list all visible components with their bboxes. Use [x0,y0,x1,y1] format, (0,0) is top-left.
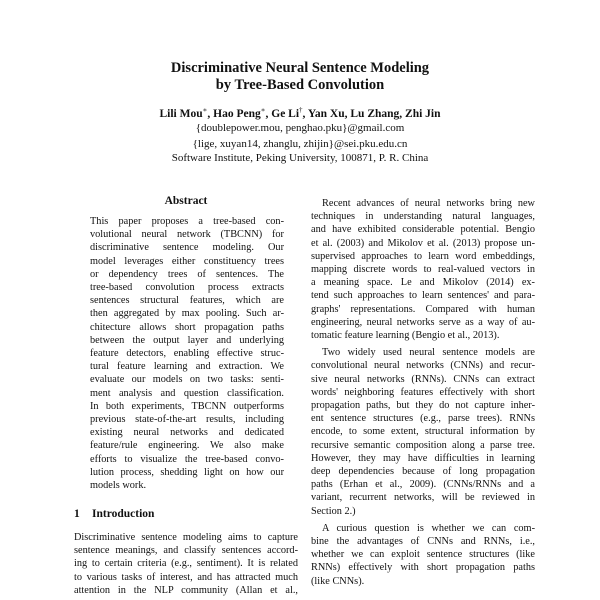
author-name: Zhi Jin [405,108,441,120]
text-line: chitecture allows short propagation paths [90,321,284,333]
text-line: whether we can exploit sentence structures (like [311,549,535,561]
text-line: feature detectors, enabling effective struc- [90,348,284,360]
text-line: efforts to visualize the tree-based convo- [90,453,284,465]
text-line: Two widely used neural sentence models are [322,347,535,359]
text-line: between the output layer and underlying [90,334,284,346]
author-name: Yan Xu [307,108,345,120]
abstract-heading: Abstract [164,195,208,207]
text-line: to various tasks of interest, and has attracted much [74,571,298,583]
text-line: engineering, neural networks serve as a way of au- [311,316,535,328]
email-line-2: {lige, xuyan14, zhanglu, zhijin}@sei.pku.edu.cn [192,138,408,150]
author-mark: ∗ [260,106,266,115]
author-name: Lili Mou [159,108,203,120]
text-line: propagation paths, but they do not capture inher- [311,400,535,412]
section-number: 1 [74,508,80,520]
text-line: In both experiments, TBCNN outperforms [90,400,284,412]
text-line: feature/rule engineering. We also make [90,440,284,452]
right-column-body [311,197,535,588]
text-line: ing to certain criteria (e.g., sentiment). It is related [74,558,298,570]
text-line: mapping discrete words to real-valued vectors in [311,264,535,276]
text-line: supervised approaches to learn word embeddings, [311,250,535,262]
text-line: Recent advances of neural networks bring new [322,198,535,209]
author-mark: † [299,106,303,115]
text-line: recursive semantic composition along a parse tree. [311,439,535,451]
text-line: tomatic feature learning (Bengio et al., 2013). [311,330,500,342]
text-line: Section 2.) [311,505,356,517]
text-line: words' neighboring features effectively with short [311,386,535,398]
text-line: (like CNNs). [311,575,365,587]
text-line: models work. [90,480,147,492]
text-line: and have exhibited considerable potential. Bengio [311,224,535,236]
text-line: tree-based convolution process extracts [90,282,284,294]
text-line: volutional neural network (TBCNN) for [90,229,284,241]
text-line: existing neural networks and dedicated [90,427,284,439]
section-title: Introduction [92,508,155,520]
text-line: paths (Erhan et al., 2009). (CNNs/RNNs and a [311,479,535,491]
text-line: A curious question is whether we can com- [322,522,535,534]
text-line: RNNs) effectively with short propagation paths [311,562,535,574]
affiliation: Software Institute, Peking University, 100871, P. R. China [171,152,429,164]
text-line: tural feature learning and extraction. We [90,361,284,373]
paper-title-line1: Discriminative Neural Sentence Modeling [170,60,430,76]
author-name: Ge Li [271,108,300,120]
text-line: variant, recurrent networks, will be reviewed in [311,492,535,504]
author-name: Hao Peng [213,108,261,120]
text-line: evaluate our models on two tasks: senti- [90,374,284,386]
text-line: bine the advantages of CNNs and RNNs, i.e., [311,536,535,548]
text-line: deep dependencies because of long propagation [311,466,535,478]
text-line: previous state-of-the-art results, including [90,414,284,426]
author-name: Lu Zhang [350,108,400,120]
text-line: a meaning space. Le and Mikolov (2014) ex- [311,277,535,289]
text-line: model leverages either constituency trees [90,255,284,267]
introduction-body [74,531,298,597]
text-line: then aggregated by max pooling. Such ar- [90,308,284,320]
text-line: ent sentence structures (e.g., parse trees). RNNs [311,413,535,425]
text-line: sive neural networks (RNNs). CNNs can extract [311,373,535,385]
text-line: techniques in understanding natural languages, [311,211,535,223]
paper-title-line2: by Tree-Based Convolution [215,77,385,93]
email-line-1: {doublepower.mou, penghao.pku}@gmail.com [195,122,405,134]
text-line: sentence meanings, and classify sentences accord- [74,545,298,557]
text-line: lution process, shedding light on how our [90,466,284,478]
text-line: graphs' representations. Compared with human [311,303,535,315]
text-line: However, they may have difficulties in learning [311,452,535,464]
text-line: et al. (2003) and Mikolov et al. (2013) propose un- [311,237,535,249]
text-line: attention in the NLP community (Allan et al., [74,584,298,596]
abstract-body [90,215,284,492]
text-line: encode, to some extent, structural information by [311,426,535,438]
author-list: Lili Mou∗, Hao Peng∗, Ge Li†, Yan Xu, Lu Zhang, Zhi Jin [159,106,441,120]
text-line: tend such approaches to learn sentences' and para- [311,290,535,302]
text-line: Discriminative sentence modeling aims to capture [74,532,298,543]
text-line: ment analysis and question classification. [90,387,284,399]
text-line: convolutional neural networks (CNNs) and recur- [311,360,535,372]
introduction-heading [74,508,154,520]
author-mark: ∗ [202,106,208,115]
text-line: or dependency trees of sentences. The [90,268,284,280]
text-line: discriminative sentence modeling. Our [90,242,284,254]
text-line: sentences structural features, which are [90,295,284,307]
text-line: This paper proposes a tree-based con- [90,216,284,227]
